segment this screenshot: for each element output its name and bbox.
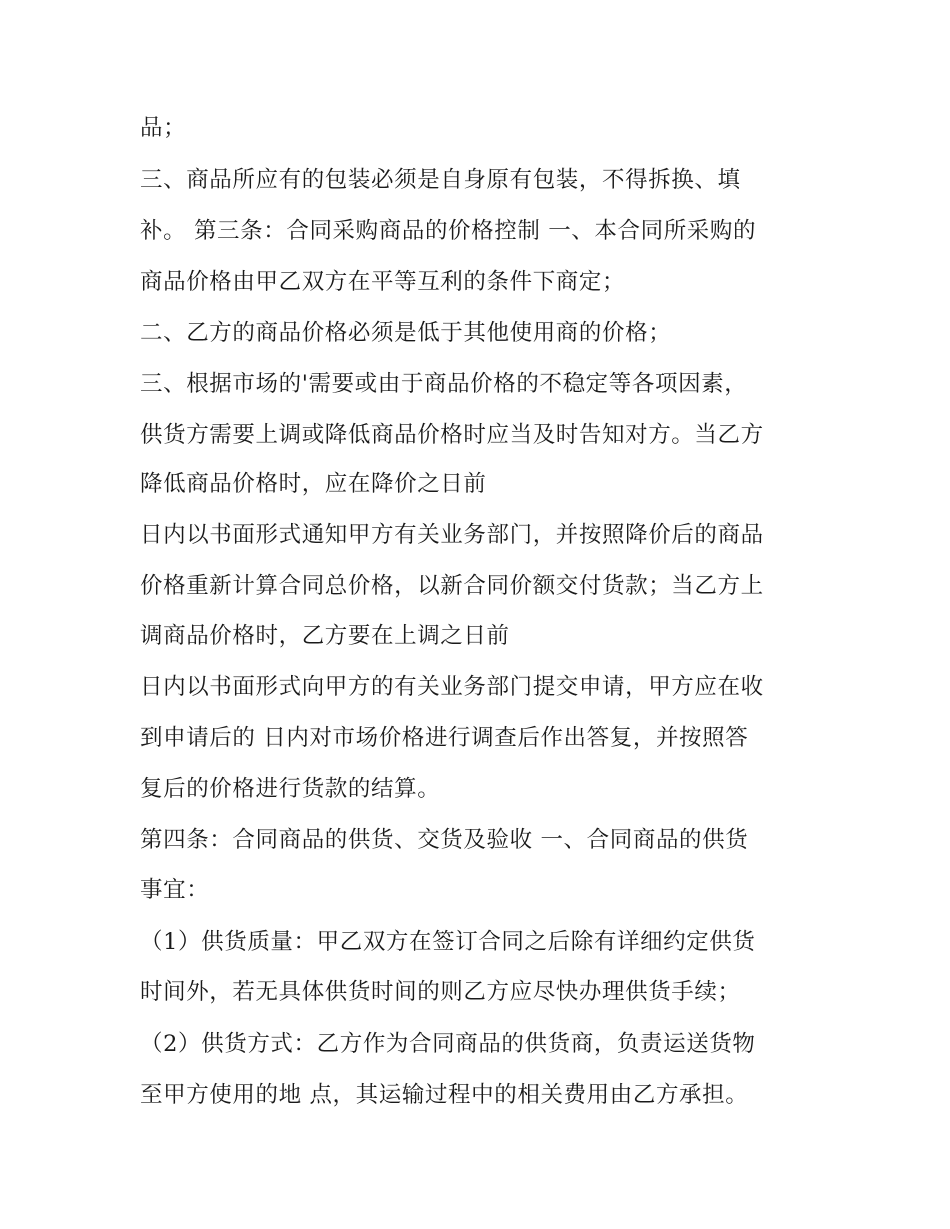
text-line: 日内以书面形式通知甲方有关业务部门，并按照降价后的商品 (140, 522, 764, 548)
text-line: 补。 第三条：合同采购商品的价格控制 一、本合同所采购的 (140, 218, 757, 244)
text-line: 三、商品所应有的包装必须是自身原有包装，不得拆换、填 (140, 167, 741, 193)
text-line: 至甲方使用的地 点，其运输过程中的相关费用由乙方承担。 (140, 1082, 749, 1108)
text-line: 复后的价格进行货款的结算。 (140, 776, 441, 802)
text-line: 到申请后的 日内对市场价格进行调查后作出答复，并按照答 (140, 725, 749, 751)
text-line: 日内以书面形式向甲方的有关业务部门提交申请，甲方应在收 (140, 674, 764, 700)
text-line: 品； (140, 115, 187, 141)
text-line: 三、根据市场的'需要或由于商品价格的不稳定等各项因素， (140, 371, 748, 397)
text-line: 价格重新计算合同总价格，以新合同价额交付货款；当乙方上 (140, 573, 764, 599)
text-line: 二、乙方的商品价格必须是低于其他使用商的价格； (140, 320, 672, 346)
text-line: （2）供货方式：乙方作为合同商品的供货商，负责运送货物 (140, 1031, 756, 1057)
text-line: 商品价格由甲乙双方在平等互利的条件下商定； (140, 269, 626, 295)
text-line: 第四条：合同商品的供货、交货及验收 一、合同商品的供货 (140, 827, 749, 853)
text-line: 供货方需要上调或降低商品价格时应当及时告知对方。当乙方 (140, 422, 764, 448)
text-line: （1）供货质量：甲乙双方在签订合同之后除有详细约定供货 (140, 929, 756, 955)
text-line: 事宜： (140, 877, 210, 903)
text-line: 调商品价格时，乙方要在上调之日前 (140, 623, 510, 649)
text-line: 时间外，若无具体供货时间的则乙方应尽快办理供货手续； (140, 979, 741, 1005)
text-line: 降低商品价格时，应在降价之日前 (140, 471, 487, 497)
